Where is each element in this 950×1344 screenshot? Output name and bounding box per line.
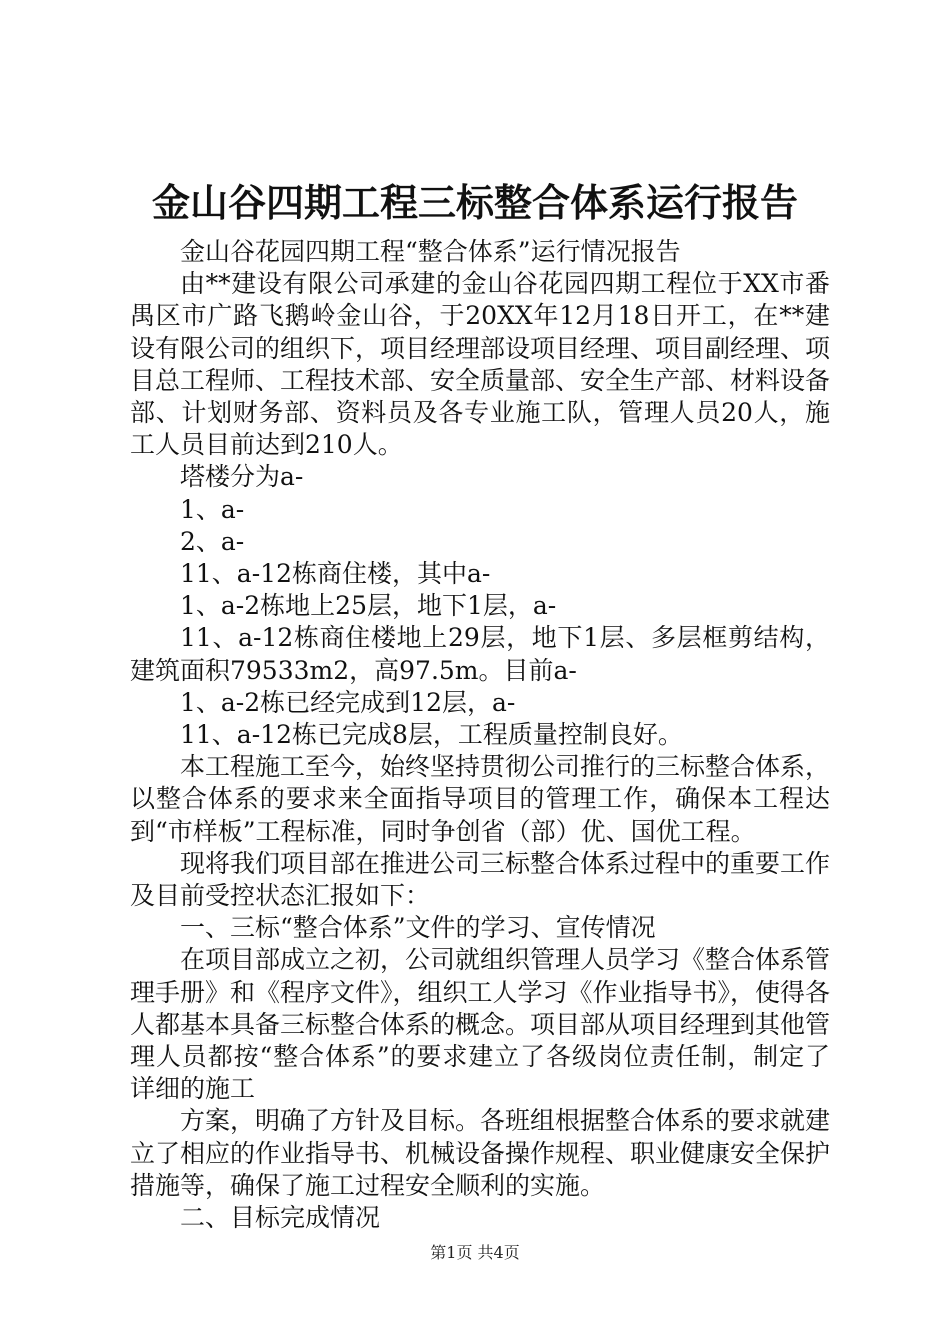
paragraph: 现将我们项目部在推进公司三标整合体系过程中的重要工作及目前受控状态汇报如下： [130, 848, 831, 911]
paragraph: 11、a-12栋已完成8层，工程质量控制良好。 [180, 720, 683, 750]
paragraph: 1、a-2栋地上25层，地下1层，a- [180, 591, 557, 621]
paragraph: 由**建设有限公司承建的金山谷花园四期工程位于XX市番禺区市广路飞鹅岭金山谷，于20XX年12月18日开工，在**建设有限公司的组织下，项目经理部设项目经理、项目副经理、项目总工程师、工程技术部、安全质量部、安全生产部、材料设备部、计划财务部、资料员及各专业施工队，管理人员20人，施工人员目前达到210人。 [130, 269, 831, 460]
paragraph: 11、a-12栋商住楼地上29层，地下1层、多层框剪结构，建筑面积79533m2，高97.5m。目前a- [130, 623, 830, 685]
section-heading: 二、目标完成情况 [180, 1203, 381, 1233]
paragraph: 1、a- [180, 494, 245, 524]
paragraph: 2、a- [180, 526, 245, 556]
paragraph: 1、a-2栋已经完成到12层，a- [180, 687, 516, 717]
paragraph: 方案，明确了方针及目标。各班组根据整合体系的要求就建立了相应的作业指导书、机械设备操作规程、职业健康安全保护措施等，确保了施工过程安全顺利的实施。 [130, 1106, 831, 1200]
document-body [130, 236, 830, 1234]
paragraph: 本工程施工至今，始终坚持贯彻公司推行的三标整合体系，以整合体系的要求来全面指导项目的管理工作，确保本工程达到“市样板”工程标准，同时争创省（部）优、国优工程。 [130, 752, 831, 846]
document-title: 金山谷四期工程三标整合体系运行报告 [151, 180, 798, 225]
paragraph: 金山谷花园四期工程“整合体系”运行情况报告 [180, 237, 681, 266]
paragraph: 11、a-12栋商住楼，其中a- [180, 559, 491, 589]
page-footer: 第1页 共4页 [430, 1243, 520, 1262]
paragraph: 塔楼分为a- [180, 462, 304, 492]
section-heading: 一、三标“整合体系”文件的学习、宣传情况 [180, 913, 656, 943]
paragraph: 在项目部成立之初，公司就组织管理人员学习《整合体系管理手册》和《程序文件》，组织工人学习《作业指导书》，使得各人都基本具备三标整合体系的概念。项目部从项目经理到其他管理人员都按“整合体系”的要求建立了各级岗位责任制，制定了详细的施工 [130, 945, 831, 1104]
